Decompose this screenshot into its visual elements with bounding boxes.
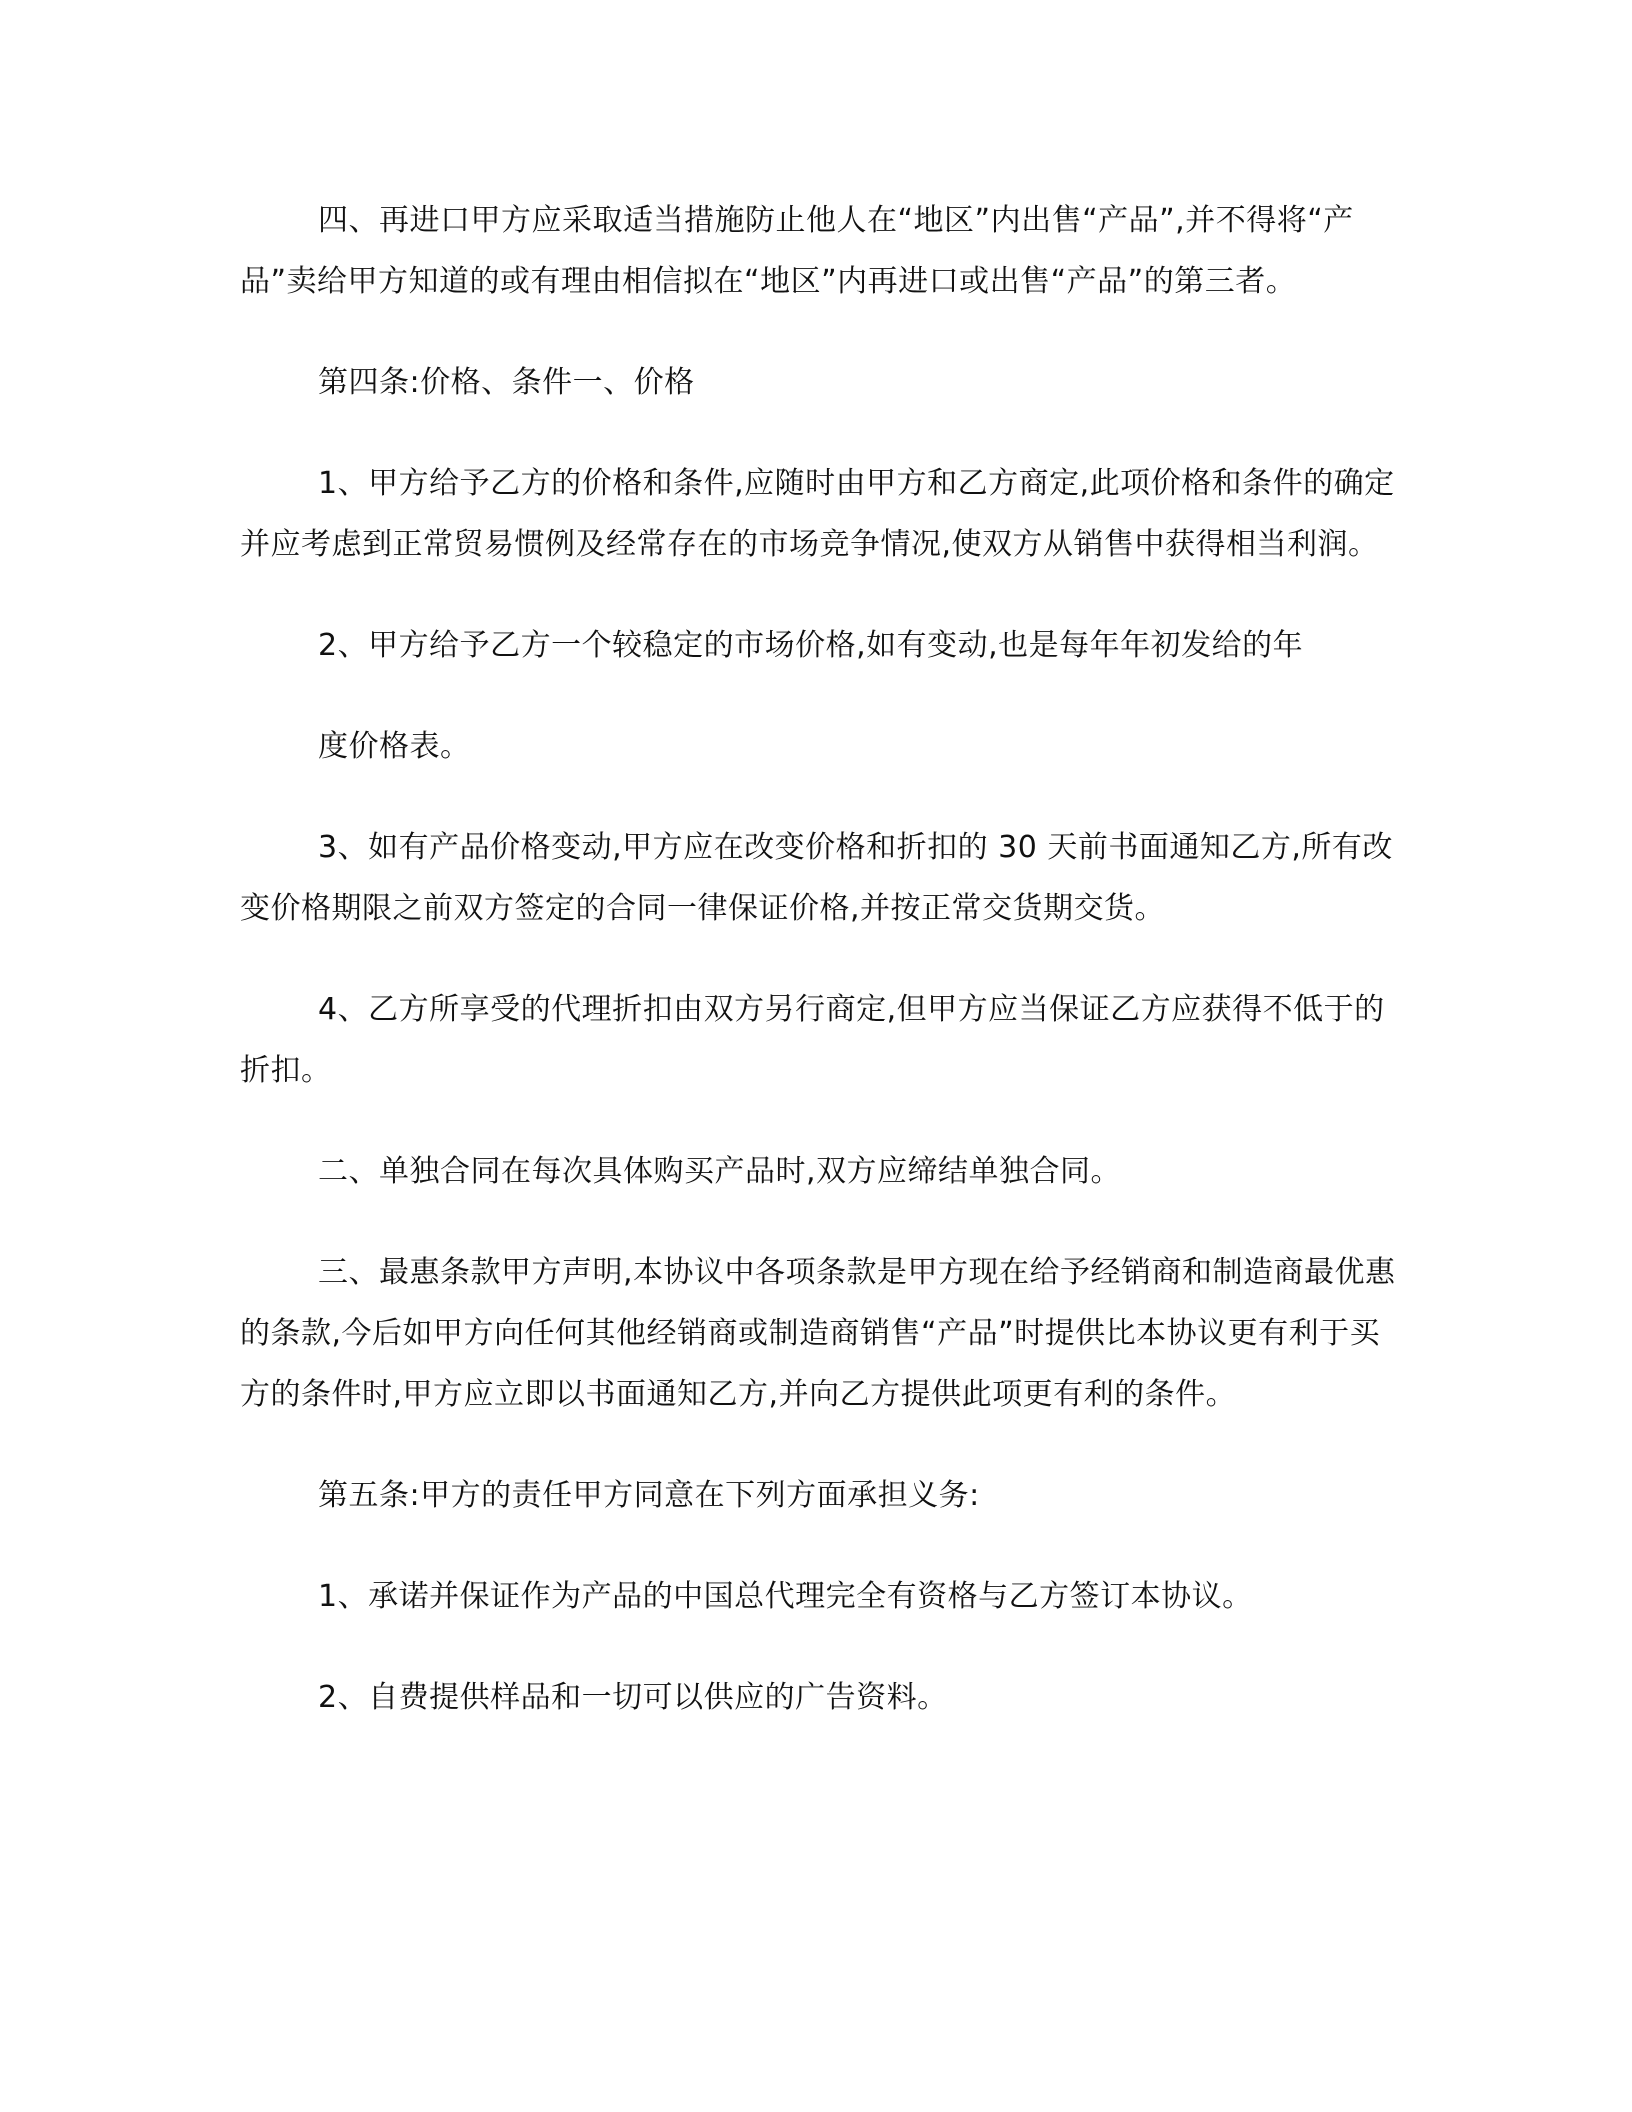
heading-article-5: 第五条:甲方的责任甲方同意在下列方面承担义务:	[318, 1478, 980, 1513]
paragraph-separate-contract: 二、单独合同在每次具体购买产品时,双方应缔结单独合同。	[318, 1154, 1122, 1189]
paragraph-price-2: 2、甲方给予乙方一个较稳定的市场价格,如有变动,也是每年年初发给的年	[318, 628, 1304, 663]
paragraph-duty-2: 2、自费提供样品和一切可以供应的广告资料。	[318, 1680, 948, 1715]
paragraph-price-4: 4、乙方所享受的代理折扣由双方另行商定,但甲方应当保证乙方应获得不低于的折扣。	[240, 992, 1385, 1088]
paragraph-reimport: 四、再进口甲方应采取适当措施防止他人在“地区”内出售“产品”,并不得将“产品”卖给甲方知道的或有理由相信拟在“地区”内再进口或出售“产品”的第三者。	[240, 203, 1354, 299]
document-body	[240, 190, 1400, 1768]
paragraph-most-favored: 三、最惠条款甲方声明,本协议中各项条款是甲方现在给予经销商和制造商最优惠的条款,今后如甲方向任何其他经销商或制造商销售“产品”时提供比本协议更有利于买方的条件时,甲方应立即以书面通知乙方,并向乙方提供此项更有利的条件。	[240, 1255, 1396, 1412]
heading-article-4: 第四条:价格、条件一、价格	[318, 365, 695, 400]
paragraph-price-3: 3、如有产品价格变动,甲方应在改变价格和折扣的 30 天前书面通知乙方,所有改变价格期限之前双方签定的合同一律保证价格,并按正常交货期交货。	[240, 830, 1393, 926]
paragraph-price-2-continued: 度价格表。	[318, 729, 471, 764]
paragraph-duty-1: 1、承诺并保证作为产品的中国总代理完全有资格与乙方签订本协议。	[318, 1579, 1253, 1614]
paragraph-price-1: 1、甲方给予乙方的价格和条件,应随时由甲方和乙方商定,此项价格和条件的确定并应考虑到正常贸易惯例及经常存在的市场竞争情况,使双方从销售中获得相当利润。	[240, 466, 1395, 562]
